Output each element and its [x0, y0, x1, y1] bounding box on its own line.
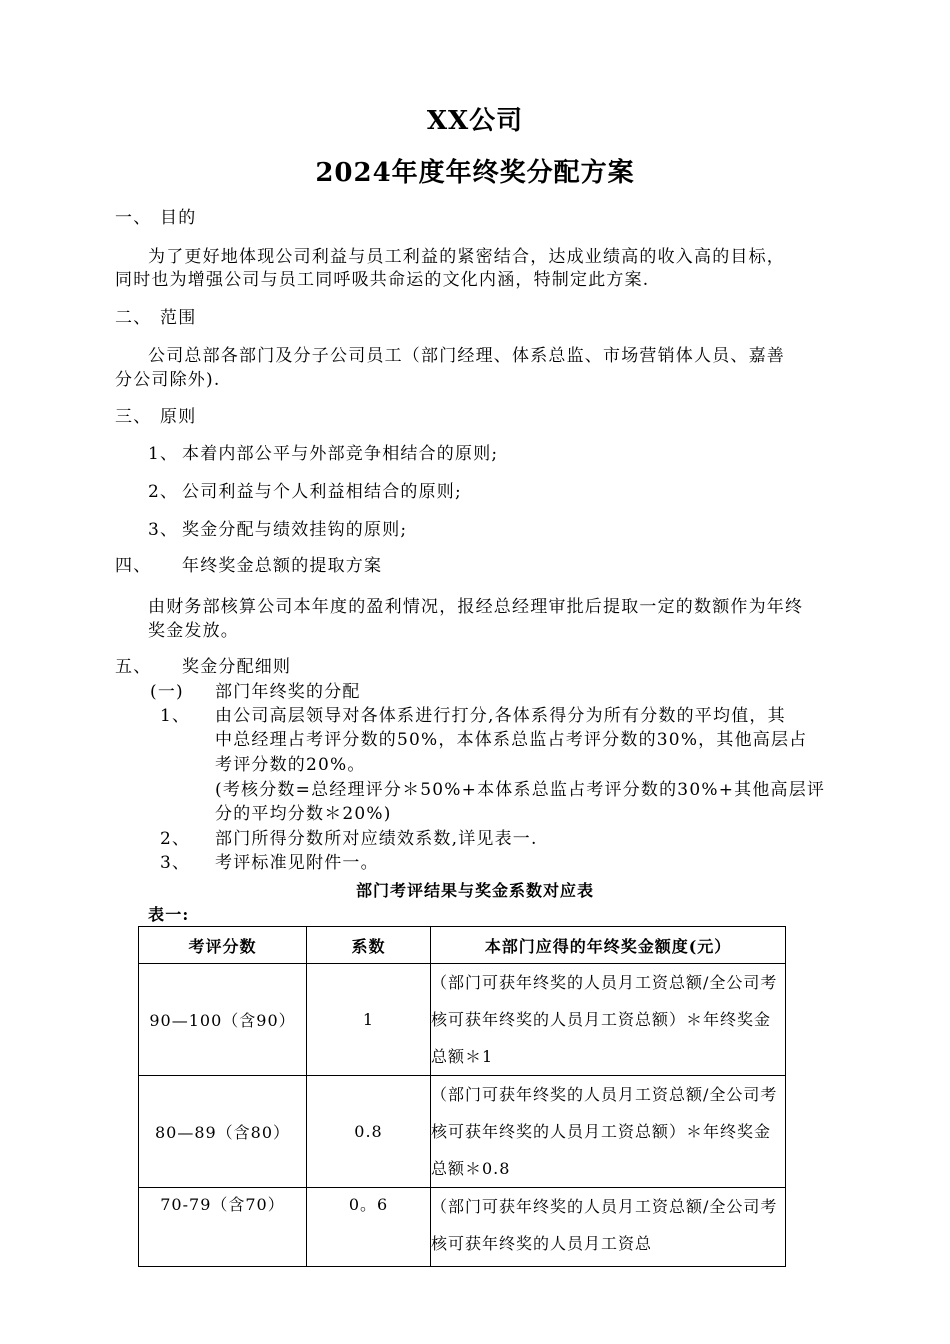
- table-header-row: [139, 927, 786, 964]
- section-3-number: 三、: [115, 407, 152, 427]
- principle-1-text: 本着内部公平与外部竞争相结合的原则;: [182, 444, 499, 464]
- section-1-heading: 目的: [160, 208, 197, 228]
- section-2-number: 二、: [115, 308, 152, 328]
- cell-score: 80—89（含80）: [139, 1076, 307, 1188]
- table-caption: 部门考评结果与奖金系数对应表: [355, 881, 594, 900]
- detail-1-line-2: 中总经理占考评分数的50%，本体系总监占考评分数的30%，其他高层占: [215, 730, 808, 750]
- coefficient-table: [138, 926, 786, 1267]
- section-1-line-2: 同时也为增强公司与员工同呼吸共命运的文化内涵，特制定此方案.: [115, 270, 650, 290]
- detail-1-line-5: 分的平均分数＊20%): [215, 804, 392, 824]
- section-2-line-2: 分公司除外).: [115, 370, 221, 390]
- cell-coefficient: 1: [307, 964, 431, 1076]
- detail-2-number: 2、: [160, 829, 191, 849]
- cell-coefficient: 0.8: [307, 1076, 431, 1188]
- section-4-line-2: 奖金发放。: [148, 621, 239, 641]
- section-4-line-1: 由财务部核算公司本年度的盈利情况，报经总经理审批后提取一定的数额作为年终: [148, 597, 804, 617]
- detail-1-line-1: 由公司高层领导对各体系进行打分,各体系得分为所有分数的平均值，其: [215, 706, 786, 726]
- cell-score: 70-79（含70）: [139, 1188, 307, 1267]
- table-row: [139, 1076, 786, 1188]
- section-2-heading: 范围: [160, 308, 197, 328]
- detail-1-line-4: (考核分数=总经理评分＊50%+本体系总监占考评分数的30%+其他高层评: [215, 780, 826, 800]
- section-3-heading: 原则: [160, 407, 197, 427]
- table-row: [139, 1188, 786, 1267]
- detail-3-number: 3、: [160, 853, 191, 873]
- cell-formula: （部门可获年终奖的人员月工资总额/全公司考核可获年终奖的人员月工资总: [431, 1188, 786, 1267]
- cell-formula: （部门可获年终奖的人员月工资总额/全公司考核可获年终奖的人员月工资总额）＊年终奖金总额＊0.8: [431, 1076, 786, 1188]
- detail-2-text: 部门所得分数所对应绩效系数,详见表一.: [215, 829, 538, 849]
- header-coefficient: 系数: [307, 927, 431, 964]
- section-5-heading: 奖金分配细则: [182, 657, 292, 677]
- cell-coefficient: 0。6: [307, 1188, 431, 1267]
- plan-title: 2024年度年终奖分配方案: [315, 158, 635, 188]
- subsection-number: (一): [150, 682, 184, 702]
- section-4-number: 四、: [115, 556, 152, 576]
- principle-1-number: 1、: [148, 444, 179, 464]
- cell-score: 90—100（含90）: [139, 964, 307, 1076]
- table-label: 表一:: [148, 905, 190, 924]
- principle-2-text: 公司利益与个人利益相结合的原则;: [182, 482, 462, 502]
- cell-formula: （部门可获年终奖的人员月工资总额/全公司考核可获年终奖的人员月工资总额）＊年终奖金总额＊1: [431, 964, 786, 1076]
- principle-3-text: 奖金分配与绩效挂钩的原则;: [182, 520, 408, 540]
- detail-1-number: 1、: [160, 706, 191, 726]
- table-row: [139, 964, 786, 1076]
- subsection-heading: 部门年终奖的分配: [215, 682, 361, 702]
- section-1-line-1: 为了更好地体现公司利益与员工利益的紧密结合，达成业绩高的收入高的目标，: [148, 247, 785, 267]
- principle-2-number: 2、: [148, 482, 179, 502]
- header-amount: 本部门应得的年终奖金额度(元）: [431, 927, 786, 964]
- section-1-number: 一、: [115, 208, 152, 228]
- section-2-line-1: 公司总部各部门及分子公司员工（部门经理、体系总监、市场营销体人员、嘉善: [148, 346, 785, 366]
- section-5-number: 五、: [115, 657, 152, 677]
- company-title: XX公司: [426, 106, 524, 136]
- detail-3-text: 考评标准见附件一。: [215, 853, 379, 873]
- detail-1-line-3: 考评分数的20%。: [215, 755, 366, 775]
- section-4-heading: 年终奖金总额的提取方案: [182, 556, 383, 576]
- header-score: 考评分数: [139, 927, 307, 964]
- principle-3-number: 3、: [148, 520, 179, 540]
